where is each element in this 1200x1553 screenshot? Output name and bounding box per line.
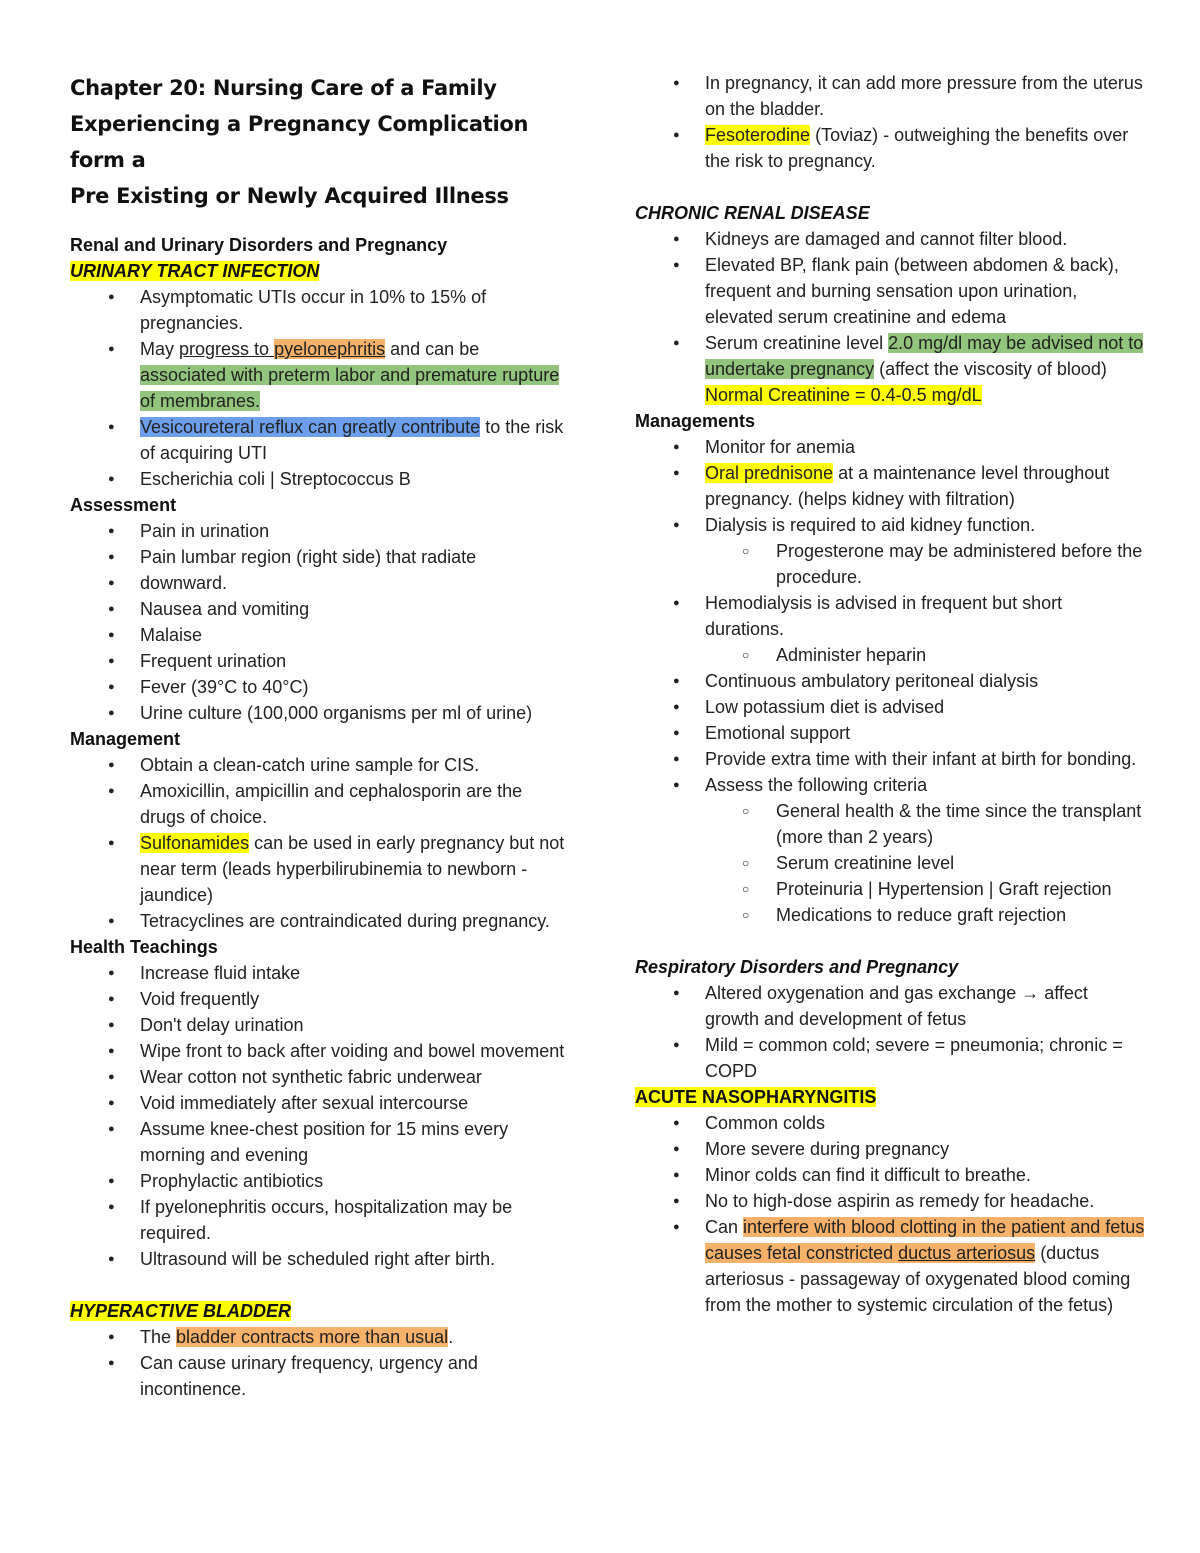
hyperactive-bladder-heading: [70, 1298, 570, 1324]
right-column: [635, 70, 1145, 1318]
assessment-heading: Assessment: [70, 495, 177, 515]
list-item: ● Assume knee-chest position for 15 mins every morning and evening: [70, 1116, 570, 1168]
list-item: ● Asymptomatic UTIs occur in 10% to 15% of pregnancies.: [70, 284, 570, 336]
highlight-green: 2.0 mg/dl may be advised not to undertake pregnancy: [705, 333, 1144, 379]
list-item: ● Provide extra time with their infant at birth for bonding.: [635, 746, 1145, 772]
list-item: ● Assess the following criteria: [635, 772, 1145, 798]
list-item: ● Elevated BP, flank pain (between abdomen & back), frequent and burning sensation upon urination, elevated serum creatinine and edema: [635, 252, 1145, 330]
sub-list-item: ○ Progesterone may be administered before the procedure.: [635, 538, 1145, 590]
uti-list: [70, 284, 570, 492]
list-item: ● downward.: [70, 570, 570, 596]
list-item: ● Void immediately after sexual intercourse: [70, 1090, 570, 1116]
text-run: to the risk of acquiring UTI: [140, 417, 564, 463]
list-item: [70, 830, 570, 908]
spacer: [635, 928, 1145, 954]
list-item: ● Frequent urination: [70, 648, 570, 674]
hyperactive-bladder-list: [70, 1324, 570, 1402]
list-item: ● Pain in urination: [70, 518, 570, 544]
list-item: ● Continuous ambulatory peritoneal dialysis: [635, 668, 1145, 694]
respiratory-list: [635, 980, 1145, 1084]
health-teachings-heading: Health Teachings: [70, 937, 218, 957]
list-item: ● Low potassium diet is advised: [635, 694, 1145, 720]
list-item: ● Prophylactic antibiotics: [70, 1168, 570, 1194]
list-item: ● Escherichia coli | Streptococcus B: [70, 466, 570, 492]
highlight-yellow: Normal Creatinine = 0.4-0.5 mg/dL: [705, 385, 982, 405]
text-run: Can: [705, 1217, 744, 1237]
text-run: progress to: [179, 339, 275, 359]
list-item: ● Monitor for anemia: [635, 434, 1145, 460]
list-item: [635, 460, 1145, 512]
text-run: can be used in early pregnancy but not near term (leads hyperbilirubinemia to newborn - jaundice): [140, 833, 565, 905]
list-item: [635, 122, 1145, 174]
list-item: ● Wipe front to back after voiding and bowel movement: [70, 1038, 570, 1064]
list-item: ● Common colds: [635, 1110, 1145, 1136]
list-item: ● Void frequently: [70, 986, 570, 1012]
chronic-renal-disease-list: [635, 226, 1145, 408]
management-heading: Management: [70, 729, 181, 749]
highlight-blue: Vesicoureteral reflux can greatly contribute: [140, 417, 481, 437]
list-item: ● Nausea and vomiting: [70, 596, 570, 622]
highlight-green: associated with preterm labor and premature rupture of membranes.: [140, 365, 560, 411]
text-run: (Toviaz) - outweighing the benefits over the risk to pregnancy.: [705, 125, 1129, 171]
list-item: [635, 330, 1145, 408]
list-item: ● Malaise: [70, 622, 570, 648]
highlight-yellow: Oral prednisone: [705, 463, 834, 483]
list-item: ● Dialysis is required to aid kidney function.: [635, 512, 1145, 538]
list-item: ● Emotional support: [635, 720, 1145, 746]
highlight-yellow: Fesoterodine: [705, 125, 811, 145]
managements-list: [635, 434, 1145, 928]
sub-list-item: ○ Administer heparin: [635, 642, 1145, 668]
list-item: ● Obtain a clean-catch urine sample for CIS.: [70, 752, 570, 778]
uti-heading: [70, 258, 570, 284]
uti-heading-text: URINARY TRACT INFECTION: [70, 261, 320, 281]
managements-heading: Managements: [635, 411, 756, 431]
text-run: .: [448, 1327, 454, 1347]
sub-list-item: ○ Serum creatinine level: [635, 850, 1145, 876]
list-item: ● Altered oxygenation and gas exchange → affect growth and development of fetus: [635, 980, 1145, 1032]
assessment-list: [70, 518, 570, 726]
acute-nasopharyngitis-list: [635, 1110, 1145, 1318]
list-item: ● Wear cotton not synthetic fabric underwear: [70, 1064, 570, 1090]
sub-list-item: ○ Proteinuria | Hypertension | Graft rejection: [635, 876, 1145, 902]
list-item: ● Tetracyclines are contraindicated during pregnancy.: [70, 908, 570, 934]
acute-nasopharyngitis-heading-text: ACUTE NASOPHARYNGITIS: [635, 1087, 877, 1107]
text-run: May: [140, 339, 180, 359]
spacer: [635, 174, 1145, 200]
sub-list-item: ○ General health & the time since the transplant (more than 2 years): [635, 798, 1145, 850]
list-item: ● Mild = common cold; severe = pneumonia; chronic = COPD: [635, 1032, 1145, 1084]
list-item: ● No to high-dose aspirin as remedy for headache.: [635, 1188, 1145, 1214]
list-item: ● If pyelonephritis occurs, hospitalization may be required.: [70, 1194, 570, 1246]
hyperactive-bladder-heading-text: HYPERACTIVE BLADDER: [70, 1301, 292, 1321]
list-item: ● Pain lumbar region (right side) that radiate: [70, 544, 570, 570]
text-run: (affect the viscosity of blood): [874, 359, 1107, 379]
text-run: Serum creatinine level: [705, 333, 889, 353]
spacer: [70, 1272, 570, 1298]
list-item: ● More severe during pregnancy: [635, 1136, 1145, 1162]
list-item: [70, 414, 570, 466]
list-item: ● Can cause urinary frequency, urgency and incontinence.: [70, 1350, 570, 1402]
management-list: [70, 752, 570, 934]
list-item: ● Don't delay urination: [70, 1012, 570, 1038]
chronic-renal-disease-heading: CHRONIC RENAL DISEASE: [635, 203, 870, 223]
list-item: ● Increase fluid intake: [70, 960, 570, 986]
list-item: ● Hemodialysis is advised in frequent but short durations.: [635, 590, 1145, 642]
highlight-yellow: Sulfonamides: [140, 833, 250, 853]
text-run: at a maintenance level throughout pregnancy. (helps kidney with filtration): [705, 463, 1110, 509]
health-teachings-list: [70, 960, 570, 1272]
text-run: and can be: [385, 339, 480, 359]
highlight-orange: pyelonephritis: [274, 339, 386, 359]
list-item: [70, 336, 570, 414]
chapter-title-line: Pre Existing or Newly Acquired Illness: [70, 184, 509, 208]
highlight-orange: bladder contracts more than usual: [176, 1327, 449, 1347]
list-item: ● Amoxicillin, ampicillin and cephalosporin are the drugs of choice.: [70, 778, 570, 830]
highlight-orange: ductus arteriosus: [898, 1243, 1036, 1263]
left-column: [70, 70, 570, 1402]
text-run: The: [140, 1327, 177, 1347]
list-item: ● Kidneys are damaged and cannot filter blood.: [635, 226, 1145, 252]
list-item: ● Urine culture (100,000 organisms per ml of urine): [70, 700, 570, 726]
acute-nasopharyngitis-heading: [635, 1084, 1145, 1110]
list-item: ● In pregnancy, it can add more pressure from the uterus on the bladder.: [635, 70, 1145, 122]
list-item: [70, 1324, 570, 1350]
sub-list-item: ○ Medications to reduce graft rejection: [635, 902, 1145, 928]
text-run: (ductus arteriosus - passageway of oxygenated blood coming from the mother to systemic circulation of the fetus): [705, 1243, 1131, 1315]
respiratory-heading: Respiratory Disorders and Pregnancy: [635, 957, 959, 977]
highlight-orange: interfere with blood clotting in the patient and fetus causes fetal constricted: [705, 1217, 1145, 1263]
list-item: [635, 1214, 1145, 1318]
list-item: ● Minor colds can find it difficult to breathe.: [635, 1162, 1145, 1188]
list-item: ● Ultrasound will be scheduled right after birth.: [70, 1246, 570, 1272]
chapter-title-line: Chapter 20: Nursing Care of a Family: [70, 76, 497, 100]
section-heading-renal: Renal and Urinary Disorders and Pregnancy: [70, 235, 448, 255]
hyperactive-bladder-continued-list: [635, 70, 1145, 174]
list-item: ● Fever (39°C to 40°C): [70, 674, 570, 700]
chapter-title: [70, 70, 570, 214]
chapter-title-line: Experiencing a Pregnancy Complication form a: [70, 112, 529, 172]
